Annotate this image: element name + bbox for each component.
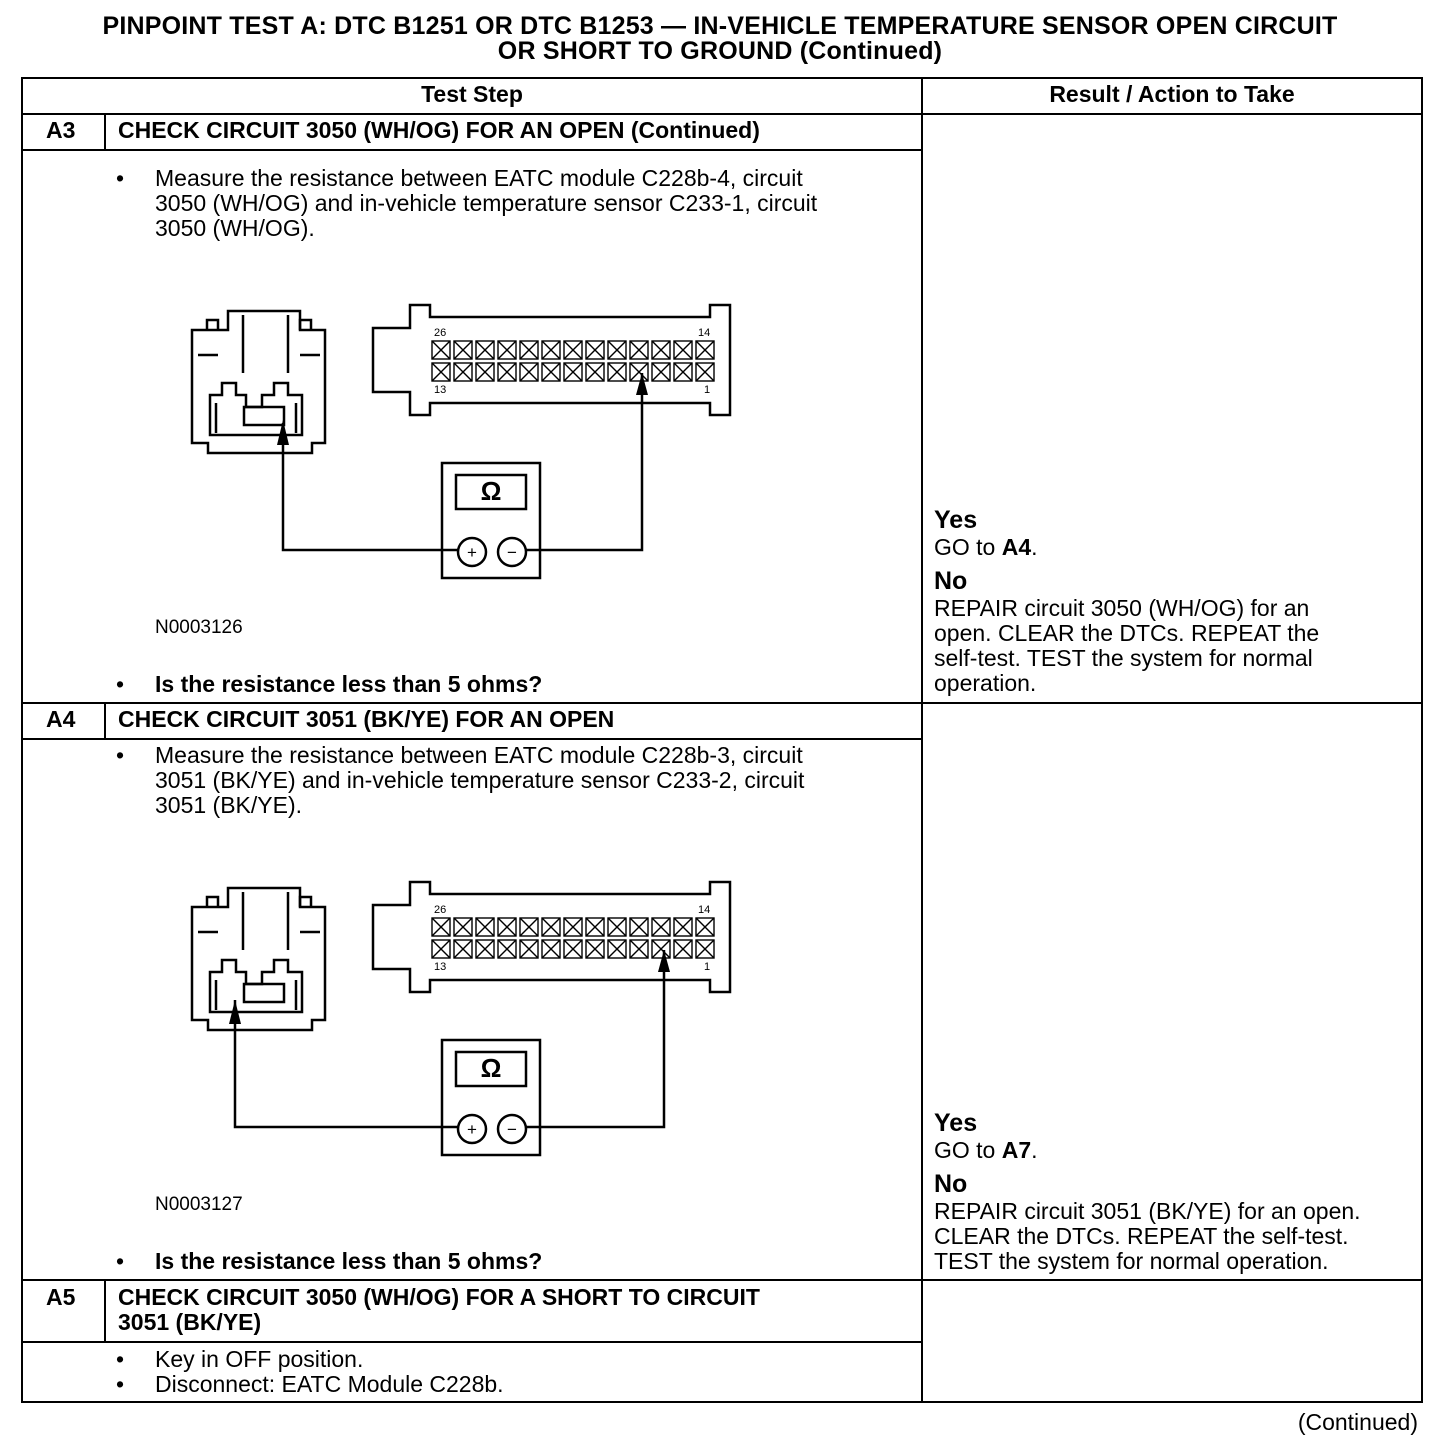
pin-label: 14 <box>698 327 711 339</box>
step-id: A5 <box>46 1284 76 1310</box>
title-line-1: PINPOINT TEST A: DTC B1251 OR DTC B1253 — IN-VEHICLE TEMPERATURE SENSOR OPEN CIRCUIT <box>102 12 1338 40</box>
question: Is the resistance less than 5 ohms? <box>155 671 543 697</box>
yes-target-link[interactable]: A4 <box>1001 534 1032 560</box>
pin-row-top <box>432 341 714 359</box>
instruction-line: 3051 (BK/YE). <box>155 792 303 818</box>
bullet: • <box>116 165 125 191</box>
pin-row-bottom <box>432 940 714 958</box>
bullet: • <box>116 742 125 768</box>
step-id: A4 <box>46 706 76 732</box>
pin-label: 1 <box>704 961 711 973</box>
yes-action: GO to A7. <box>934 1137 1038 1163</box>
module-connector-icon <box>373 882 730 992</box>
title-line-2: OR SHORT TO GROUND (Continued) <box>497 37 943 65</box>
pin-grid <box>432 918 714 958</box>
sensor-connector-icon <box>192 311 325 453</box>
negative-lead <box>526 373 642 550</box>
ohm-symbol: Ω <box>480 476 502 506</box>
probe-arrow-icon <box>636 373 648 395</box>
minus-terminal-label: − <box>507 543 517 562</box>
no-action-line: open. CLEAR the DTCs. REPEAT the <box>934 620 1320 646</box>
negative-lead <box>526 950 664 1127</box>
instruction-line: Measure the resistance between EATC module C228b-4, circuit <box>155 165 803 191</box>
continued-footer: (Continued) <box>1297 1409 1418 1435</box>
yes-action: GO to A4. <box>934 534 1038 560</box>
instruction-line: Disconnect: EATC Module C228b. <box>155 1371 504 1397</box>
bullet: • <box>116 1346 125 1372</box>
pin-row-bottom <box>432 363 714 381</box>
step-heading-line: CHECK CIRCUIT 3050 (WH/OG) FOR A SHORT TO CIRCUIT <box>118 1284 760 1310</box>
no-action-line: self-test. TEST the system for normal <box>934 645 1313 671</box>
no-action-line: REPAIR circuit 3051 (BK/YE) for an open. <box>934 1198 1361 1224</box>
step-heading: CHECK CIRCUIT 3051 (BK/YE) FOR AN OPEN <box>118 706 615 732</box>
yes-label: Yes <box>934 506 978 534</box>
no-action-line: CLEAR the DTCs. REPEAT the self-test. <box>934 1223 1349 1249</box>
wiring-diagram <box>180 872 750 1162</box>
pin-label: 26 <box>434 327 447 339</box>
pin-grid <box>432 341 714 381</box>
instruction-line: 3050 (WH/OG). <box>155 215 315 241</box>
plus-terminal-label: + <box>467 1120 477 1139</box>
no-label: No <box>934 1170 968 1198</box>
instruction-line: 3051 (BK/YE) and in-vehicle temperature sensor C233-2, circuit <box>155 767 805 793</box>
positive-lead <box>235 1000 458 1127</box>
pin-label: 14 <box>698 904 711 916</box>
yes-label: Yes <box>934 1109 978 1137</box>
step-id: A3 <box>46 117 76 143</box>
pin-label: 13 <box>434 384 447 396</box>
figure-code: N0003127 <box>155 1194 243 1215</box>
no-action-line: TEST the system for normal operation. <box>934 1248 1329 1274</box>
figure-code: N0003126 <box>155 617 243 638</box>
question: Is the resistance less than 5 ohms? <box>155 1248 543 1274</box>
pin-label: 1 <box>704 384 711 396</box>
probe-arrow-icon <box>658 950 670 972</box>
header-result: Result / Action to Take <box>1049 81 1295 107</box>
bullet: • <box>116 1248 125 1274</box>
minus-terminal-label: − <box>507 1120 517 1139</box>
header-test-step: Test Step <box>421 81 523 107</box>
instruction-line: Measure the resistance between EATC module C228b-3, circuit <box>155 742 803 768</box>
ohm-symbol: Ω <box>480 1053 502 1083</box>
no-action-line: REPAIR circuit 3050 (WH/OG) for an <box>934 595 1310 621</box>
yes-target-link[interactable]: A7 <box>1001 1137 1032 1163</box>
instruction-line: 3050 (WH/OG) and in-vehicle temperature sensor C233-1, circuit <box>155 190 818 216</box>
wiring-diagram <box>180 295 750 585</box>
step-heading: CHECK CIRCUIT 3050 (WH/OG) FOR AN OPEN (Continued) <box>118 117 760 143</box>
bullet: • <box>116 1371 125 1397</box>
no-action-line: operation. <box>934 670 1037 696</box>
plus-terminal-label: + <box>467 543 477 562</box>
pin-label: 13 <box>434 961 447 973</box>
no-label: No <box>934 567 968 595</box>
sensor-connector-icon <box>192 888 325 1030</box>
pin-label: 26 <box>434 904 447 916</box>
module-connector-icon <box>373 305 730 415</box>
step-heading-line: 3051 (BK/YE) <box>118 1309 262 1335</box>
bullet: • <box>116 671 125 697</box>
positive-lead <box>283 423 458 550</box>
instruction-line: Key in OFF position. <box>155 1346 364 1372</box>
pin-row-top <box>432 918 714 936</box>
